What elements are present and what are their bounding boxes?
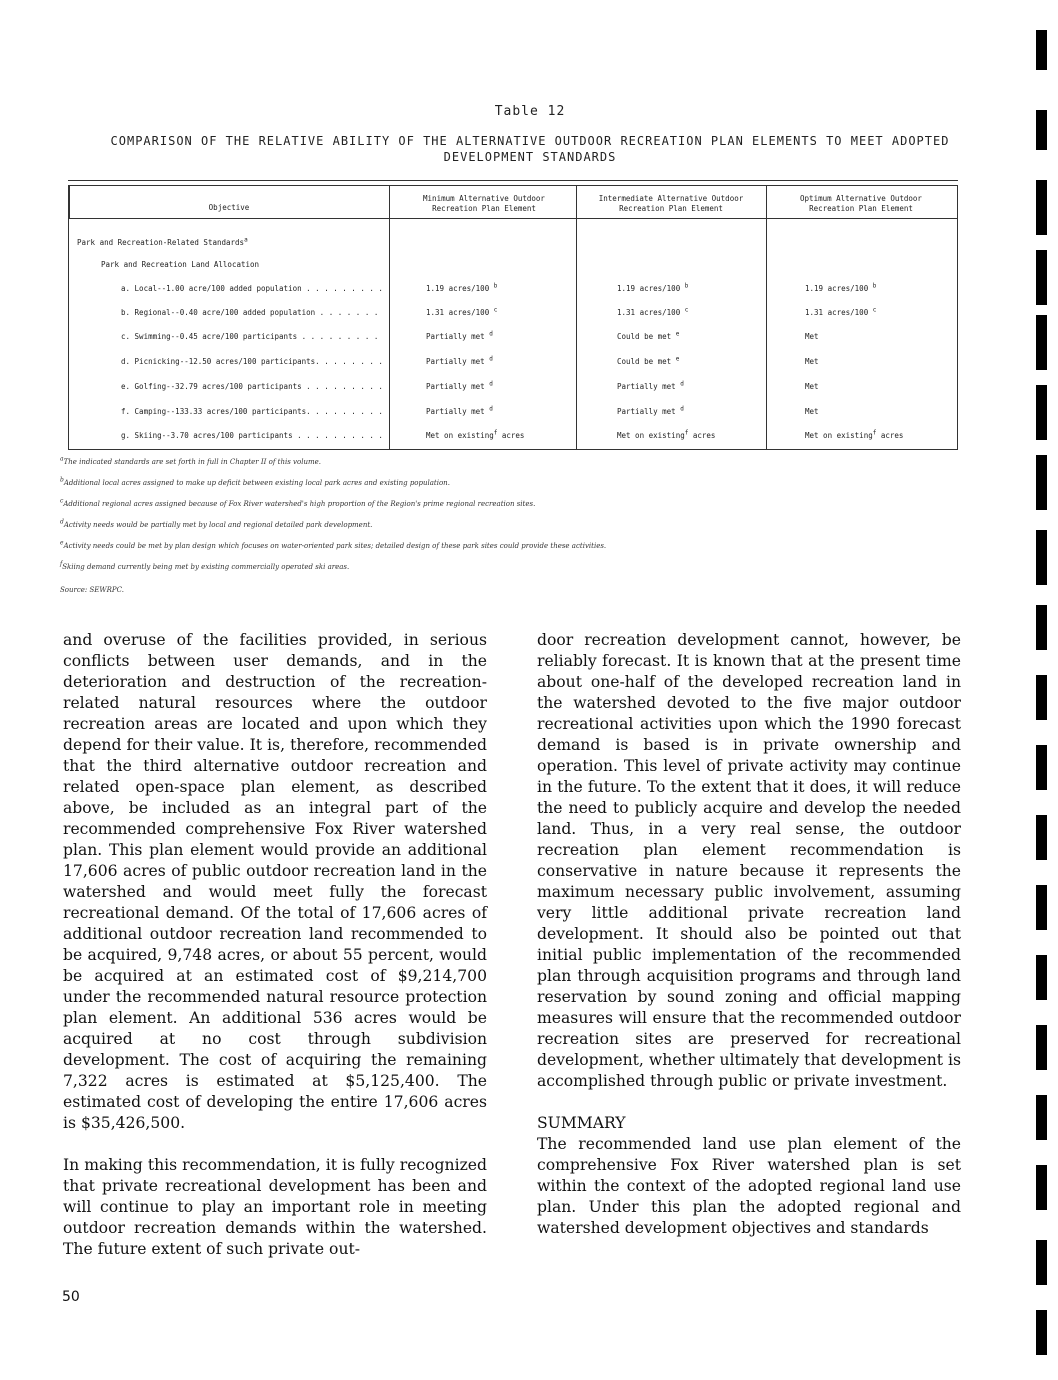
body-column-left <box>63 630 487 1260</box>
paragraph: In making this recommendation, it is fully recognized that private recreational development has been and will continue to play an important role in meeting outdoor recreation demands within the watershed. The future extent of such private out- <box>63 1156 487 1258</box>
scan-registration-marks <box>1032 0 1052 1380</box>
page-number: 50 <box>62 1289 80 1305</box>
row-intermediate-value: Met on existing$^f$ acres <box>617 429 716 440</box>
footnote: $^c$Additional regional acres assigned because of Fox River watershed's high proportion of the Region's prime regional recreation sites. <box>60 497 536 508</box>
row-label: a. Local--1.00 acre/100 added population . . . . . . . . . <box>121 284 383 293</box>
row-minimum-value: Partially met $^d$ <box>426 405 493 416</box>
row-intermediate-value: Partially met $^d$ <box>617 380 684 391</box>
row-minimum-value: Partially met $^d$ <box>426 330 493 341</box>
row-intermediate-value: 1.31 acres/100 $^c$ <box>617 306 689 317</box>
table-number: Table 12 <box>494 104 566 119</box>
row-label: b. Regional--0.40 acre/100 added population . . . . . . . <box>121 308 379 317</box>
header-intermediate: Intermediate Alternative Outdoor Recreation Plan Element <box>598 194 744 213</box>
row-label: g. Skiing--3.70 acres/100 participants . . . . . . . . . . <box>121 431 383 440</box>
body-column-right <box>537 630 961 1239</box>
row-minimum-value: 1.19 acres/100 $^b$ <box>426 282 498 293</box>
footnote: $^e$Activity needs could be met by plan design which focuses on water-oriented park sites; detailed design of these park sites could provide these activities. <box>60 539 607 550</box>
row-intermediate-value: Could be met $^e$ <box>617 330 680 341</box>
row-optimum-value: Met <box>805 357 819 366</box>
paragraph: door recreation development cannot, however, be reliably forecast. It is known that at the present time about one-half of the developed recreation land in the watershed devoted to the five major outdoor recreational activities upon which the 1990 forecast demand is based is in private ownership and operation. This level of private activity may continue in the future. To the extent that it does, it will reduce the need to publicly acquire and develop the needed land. Thus, in a very real sense, the outdoor recreation plan element recommendation is conservative in nature because it represents the maximum necessary public involvement, assuming very little additional private recreation land development. It should also be pointed out that initial public implementation of the recommended plan through acquisition programs and through land reservation by sound zoning and official mapping measures will ensure that the recommended outdoor recreation sites are preserved for recreational development, whether ultimately that development is accomplished through public or private investment. <box>537 631 961 1090</box>
table-title: COMPARISON OF THE RELATIVE ABILITY OF THE ALTERNATIVE OUTDOOR RECREATION PLAN ELEMENTS TO MEET ADOPTED DEVELOPMENT STANDARDS <box>110 134 950 164</box>
row-intermediate-value: Could be met $^e$ <box>617 355 680 366</box>
comparison-table <box>68 185 958 450</box>
row-optimum-value: Met <box>805 332 819 341</box>
header-optimum: Optimum Alternative Outdoor Recreation Plan Element <box>800 194 922 213</box>
source-note: Source: SEWRPC. <box>60 586 124 594</box>
footnote: $^a$The indicated standards are set forth in full in Chapter II of this volume. <box>60 455 321 466</box>
header-objective: Objective <box>208 203 250 212</box>
footnote: $^f$Skiing demand currently being met by existing commercially operated ski areas. <box>60 560 350 571</box>
row-minimum-value: Partially met $^d$ <box>426 355 493 366</box>
row-intermediate-value: 1.19 acres/100 $^b$ <box>617 282 689 293</box>
section-label: Park and Recreation-Related Standards$^a$ <box>77 236 248 247</box>
row-minimum-value: Met on existing$^f$ acres <box>426 429 525 440</box>
section-heading: SUMMARY <box>537 1114 626 1132</box>
paragraph: and overuse of the facilities provided, in serious conflicts between user demands, and in the deterioration and destruction of the recreation-related natural resources where the outdoor recreation areas are located and upon which they depend for their value. It is, therefore, recommended that the third alternative outdoor recreation and related open-space plan element, as described above, be included as an integral part of the recommended comprehensive Fox River watershed plan. This plan element would provide an additional 17,606 acres of public outdoor recreation land in the watershed and would meet fully the forecast recreational demand. Of the total of 17,606 acres of additional outdoor recreation land recommended to be acquired, 9,748 acres, or about 55 percent, would be acquired at an estimated cost of $9,214,700 under the recommended natural resource protection plan element. An additional 536 acres would be acquired at no cost through subdivision development. The cost of acquiring the remaining 7,322 acres is estimated at $5,125,400. The estimated cost of developing the entire 17,606 acres is $35,426,500. <box>63 631 487 1132</box>
footnote: $^b$Additional local acres assigned to make up deficit between existing local park acres and existing population. <box>60 476 450 487</box>
row-optimum-value: 1.31 acres/100 $^c$ <box>805 306 877 317</box>
table-top-rule <box>68 180 958 181</box>
footnote: $^d$Activity needs would be partially met by local and regional detailed park development. <box>60 518 373 529</box>
row-optimum-value: Met <box>805 382 819 391</box>
row-label: d. Picnicking--12.50 acres/100 participants. . . . . . . . <box>121 357 383 366</box>
header-minimum: Minimum Alternative Outdoor Recreation Plan Element <box>423 194 545 213</box>
row-optimum-value: 1.19 acres/100 $^b$ <box>805 282 877 293</box>
row-optimum-value: Met on existing$^f$ acres <box>805 429 904 440</box>
subsection-label: Park and Recreation Land Allocation <box>101 260 260 269</box>
paragraph: The recommended land use plan element of the comprehensive Fox River watershed plan is set within the context of the adopted regional land use plan. Under this plan the adopted regional and watershed development objectives and standards <box>537 1135 961 1237</box>
row-intermediate-value: Partially met $^d$ <box>617 405 684 416</box>
row-minimum-value: Partially met $^d$ <box>426 380 493 391</box>
row-label: c. Swimming--0.45 acre/100 participants . . . . . . . . . <box>121 332 379 341</box>
row-optimum-value: Met <box>805 407 819 416</box>
row-label: f. Camping--133.33 acres/100 participants. . . . . . . . . <box>121 407 383 416</box>
row-label: e. Golfing--32.79 acres/100 participants . . . . . . . . . <box>121 382 383 391</box>
row-minimum-value: 1.31 acres/100 $^c$ <box>426 306 498 317</box>
